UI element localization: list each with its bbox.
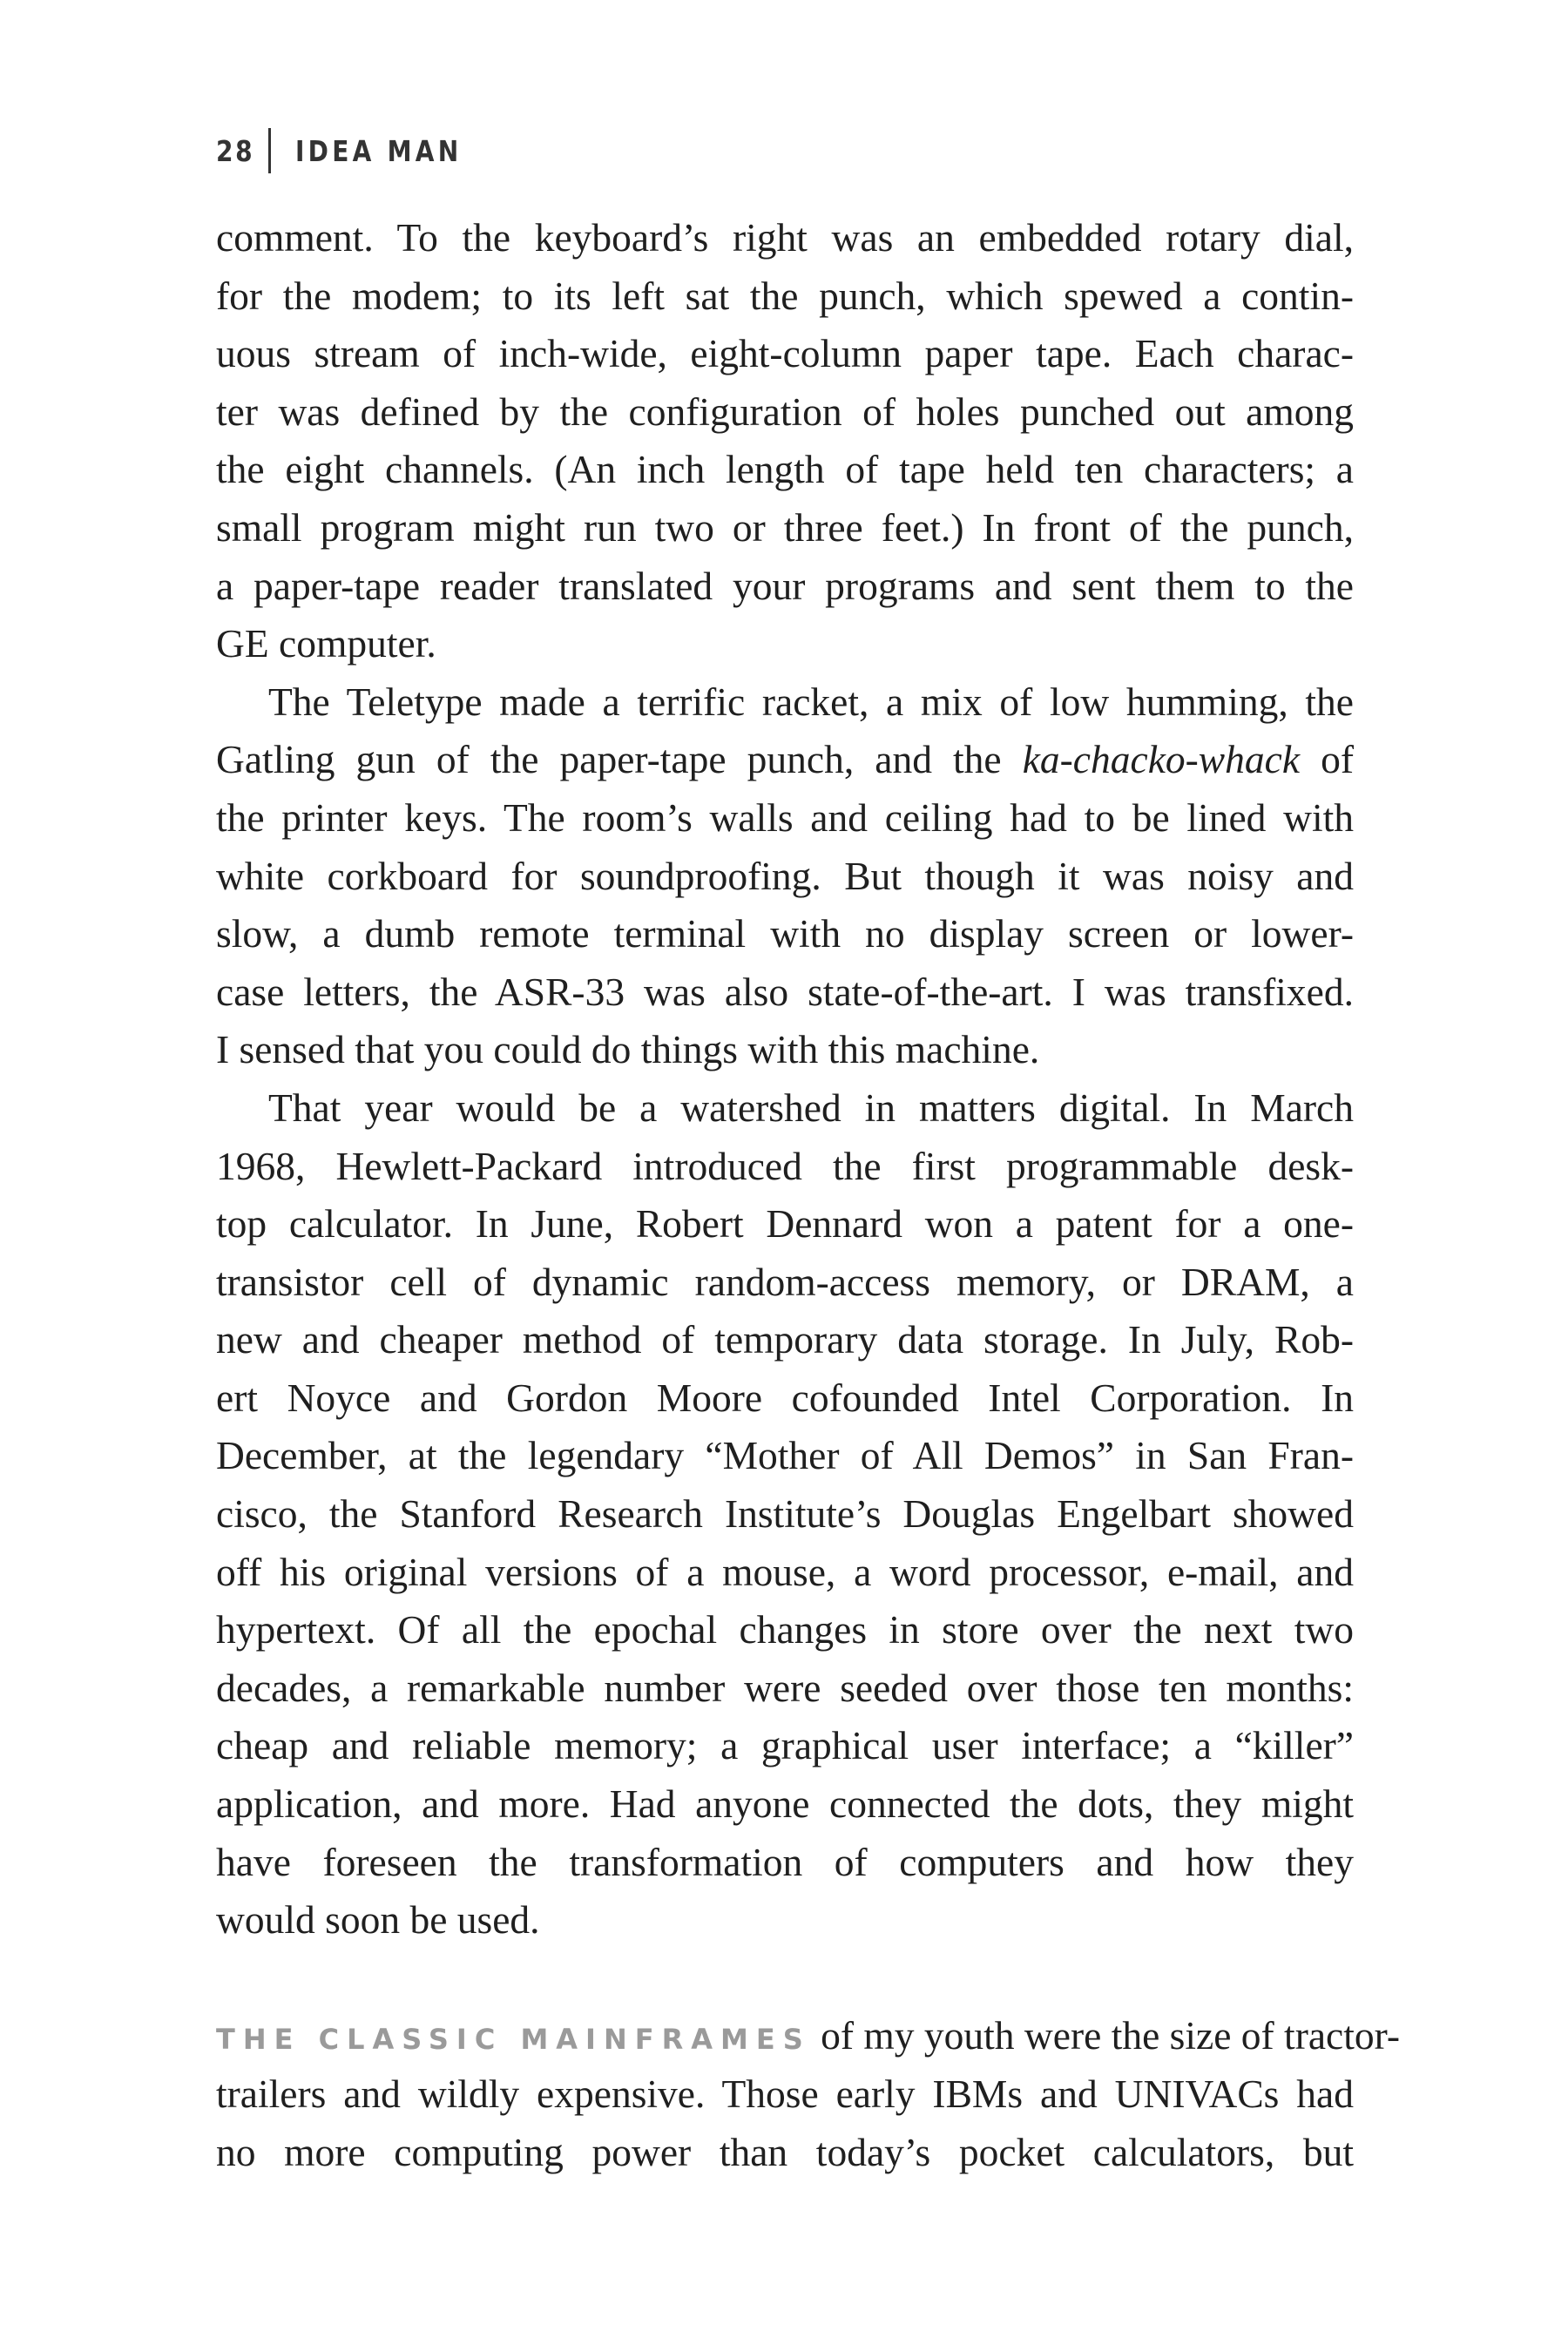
body-text — [216, 209, 1401, 2181]
text-line: no more computing power than today’s pocket calculators, but — [216, 2129, 1354, 2174]
text-line: off his original versions of a mouse, a word processor, e-mail, and — [216, 1549, 1354, 1594]
book-title: IDEA MAN — [294, 133, 463, 168]
text-line: That year would be a watershed in matters digital. In March — [268, 1085, 1354, 1130]
section-lead-in: THE CLASSIC MAINFRAMES — [216, 2023, 811, 2057]
page-number: 28 — [216, 133, 255, 168]
running-head — [216, 126, 491, 175]
text-line: I sensed that you could do things with this machine. — [216, 1027, 1040, 1072]
text-segment: Gatling gun of the paper-tape punch, and the — [216, 737, 1023, 782]
text-line: The Teletype made a terrific racket, a mix of low humming, the — [268, 679, 1354, 724]
text-line: trailers and wildly expensive. Those early IBMs and UNIVACs had — [216, 2072, 1354, 2116]
text-line: slow, a dumb remote terminal with no display screen or lower- — [216, 911, 1354, 956]
text-line: the printer keys. The room’s walls and ceiling had to be lined with — [216, 794, 1354, 840]
text-line: application, and more. Had anyone connected the dots, they might — [216, 1781, 1354, 1827]
paragraph-4 — [216, 2007, 1401, 2181]
text-line: GE computer. — [216, 621, 436, 666]
text-line: the eight channels. (An inch length of tape held ten characters; a — [216, 447, 1354, 492]
italic-phrase: ka-chacko-whack — [1022, 737, 1301, 782]
text-line: decades, a remarkable number were seeded over those ten months: — [216, 1665, 1354, 1710]
text-line: 1968, Hewlett-Packard introduced the first programmable desk- — [216, 1143, 1354, 1188]
text-line: cheap and reliable memory; a graphical user interface; a “killer” — [216, 1723, 1354, 1768]
text-line: transistor cell of dynamic random-access memory, or DRAM, a — [216, 1259, 1354, 1304]
text-line: top calculator. In June, Robert Dennard won a patent for a one- — [216, 1201, 1354, 1247]
text-line: a paper-tape reader translated your programs and sent them to the — [216, 563, 1354, 608]
text-line-with-lead-in — [216, 2007, 1401, 2065]
paragraph-3 — [216, 1079, 1354, 1950]
text-line: new and cheaper method of temporary data storage. In July, Rob- — [216, 1317, 1354, 1362]
text-line: cisco, the Stanford Research Institute’s Douglas Engelbart showed — [216, 1491, 1354, 1537]
text-line: have foreseen the transformation of computers and how they — [216, 1839, 1354, 1884]
text-line: white corkboard for soundproofing. But though it was noisy and — [216, 853, 1354, 898]
text-line: small program might run two or three feet.) In front of the punch, — [216, 504, 1354, 550]
text-line: comment. To the keyboard’s right was an embedded rotary dial, — [216, 215, 1354, 260]
header-divider — [268, 128, 271, 173]
text-segment: of my youth were the size of tractor- — [810, 2013, 1401, 2058]
paragraph-2 — [216, 673, 1354, 1079]
text-line: for the modem; to its left sat the punch, which spewed a contin- — [216, 273, 1354, 318]
text-line: would soon be used. — [216, 1897, 540, 1943]
text-line: ert Noyce and Gordon Moore cofounded Intel Corporation. In — [216, 1375, 1354, 1420]
text-line: uous stream of inch-wide, eight-column paper tape. Each charac- — [216, 331, 1354, 376]
text-line: ter was defined by the configuration of holes punched out among — [216, 389, 1354, 434]
text-line: December, at the legendary “Mother of All Demos” in San Fran- — [216, 1433, 1354, 1478]
text-segment: of — [1300, 737, 1355, 782]
text-line: hypertext. Of all the epochal changes in store over the next two — [216, 1607, 1354, 1652]
text-line: case letters, the ASR-33 was also state-of-the-art. I was transfixed. — [216, 969, 1354, 1014]
section-break — [216, 1950, 1354, 2008]
text-line-with-italic — [216, 731, 1354, 789]
paragraph-1 — [216, 209, 1354, 673]
